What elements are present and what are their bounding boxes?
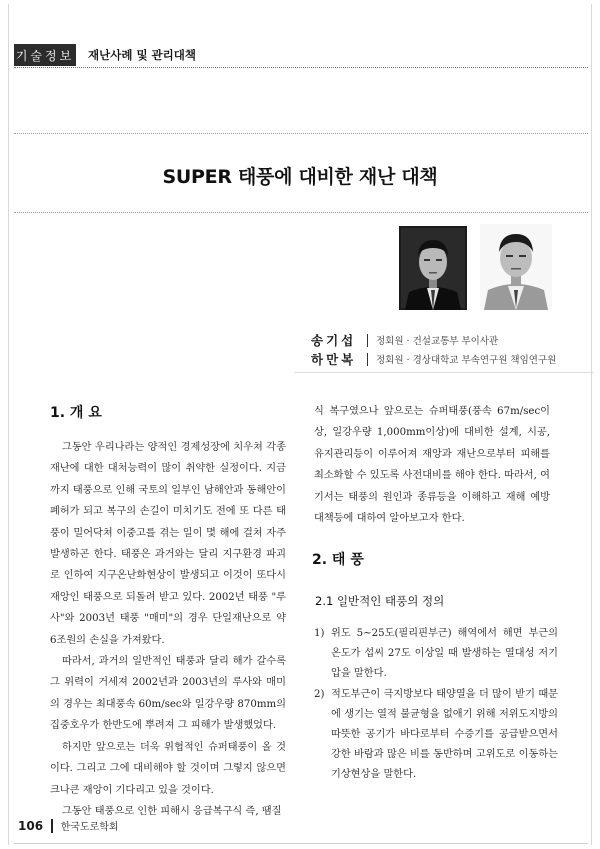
list-number: 1) — [314, 628, 325, 639]
footer-divider — [51, 819, 53, 833]
footer-rule — [14, 843, 588, 844]
list-item — [314, 685, 558, 786]
author-photo-2 — [480, 224, 552, 310]
paragraph-continued: 식 복구였으나 앞으로는 슈퍼태풍(풍속 67m/sec이상, 일강우량 1,000mm이상)에 대비한 설계, 시공, 유지관리등이 이루어져 재앙과 재난으로부터 피해를 최소화할 수 있도록 사전대비를 해야 한다. 따라서, 여기서는 태풍의 원인과 종류등을 이해하고 재해 예방 대책등에 대하여 알아보고자 한다. — [314, 406, 550, 525]
author-affiliation: 정회원 · 경상대학교 부속연구원 책임연구원 — [376, 355, 557, 366]
organization-name: 한국도로학회 — [60, 822, 119, 833]
list-item — [314, 624, 558, 685]
subsection-heading: 2.1 일반적인 태풍의 정의 — [315, 594, 445, 608]
page-footer — [18, 818, 119, 833]
paragraph: 따라서, 과거의 일반적인 태풍과 달리 해가 갈수록 그 위력이 거세져 2002년과 2003년의 루사와 매미의 경우는 최대풍속 60m/sec와 일강우량 870mm의 집중호우가 한반도에 뿌려져 그 피해가 발생했었다. — [50, 656, 286, 732]
list-text: 위도 5~25도(필리핀부근) 해역에서 해면 부근의 온도가 섭씨 27도 이상일 때 발생하는 열대성 저기압을 말한다. — [331, 628, 558, 680]
page-header — [0, 44, 600, 66]
author-line-2 — [311, 350, 556, 368]
section-heading-overview: 1. 개 요 — [50, 405, 102, 421]
author-name: 송기섭 — [311, 333, 357, 348]
header-divider — [14, 67, 588, 68]
list-text: 적도부근이 극지방보다 태양열을 더 많이 받기 때문에 생기는 열적 불균형을 없애기 위해 저위도지방의 따뜻한 공기가 바다로부터 수증기를 공급받으면서 강한 바람과 많은 비를 동반하며 고위도로 이동하는 기상현상을 말한다. — [331, 688, 558, 781]
right-column — [314, 401, 550, 529]
definition-list — [314, 624, 558, 786]
paragraph: 그동안 태풍으로 인한 피해시 응급복구식 즉, 땜질 — [62, 805, 282, 817]
section-tag: 기술정보 — [14, 44, 76, 66]
title-bottom-divider — [14, 212, 588, 213]
author-affiliation: 정회원 · 건설교통부 부이사관 — [376, 336, 499, 347]
section-heading-typhoon: 2. 태 풍 — [312, 552, 364, 568]
author-line-1 — [311, 331, 498, 349]
author-photo-1 — [399, 226, 467, 310]
page-number: 106 — [18, 818, 44, 833]
author-divider — [367, 353, 368, 366]
category-label: 재난사례 및 관리대책 — [88, 48, 196, 62]
list-number: 2) — [314, 688, 325, 700]
title-top-divider — [14, 133, 588, 134]
paragraph: 그동안 우리나라는 양적인 경제성장에 치우쳐 각종 재난에 대한 대처능력이 많이 취약한 실정이다. 지금까지 태풍으로 인해 국토의 일부인 남해안과 동해안이 폐허가 되고 복구의 손길이 미치기도 전에 또 다른 태풍이 밀어닥쳐 이중고를 겪는 일이 몇 해에 걸쳐 자주 발생하곤 한다. 태풍은 과거와는 달리 지구환경 파괴로 인하여 지구온난화현상이 발생되고 이것이 또다시 재앙인 태풍으로 되돌려 받고 있다. 2002년 태풍 "루사"와 2003년 태풍 "매미"의 경우 단일재난으로 약 6조원의 손실을 가져왔다. — [50, 442, 286, 646]
author-divider-line — [294, 372, 594, 373]
author-name: 하만복 — [311, 352, 357, 367]
paragraph: 하지만 앞으로는 더욱 위협적인 슈퍼태풍이 올 것이다. 그리고 그에 대비해야 할 것이며 그렇지 않으면 크나큰 재앙이 기다리고 있을 것이다. — [50, 741, 286, 796]
article-title: SUPER 태풍에 대비한 재난 대책 — [162, 166, 438, 188]
left-column — [50, 437, 286, 822]
author-divider — [367, 334, 368, 347]
